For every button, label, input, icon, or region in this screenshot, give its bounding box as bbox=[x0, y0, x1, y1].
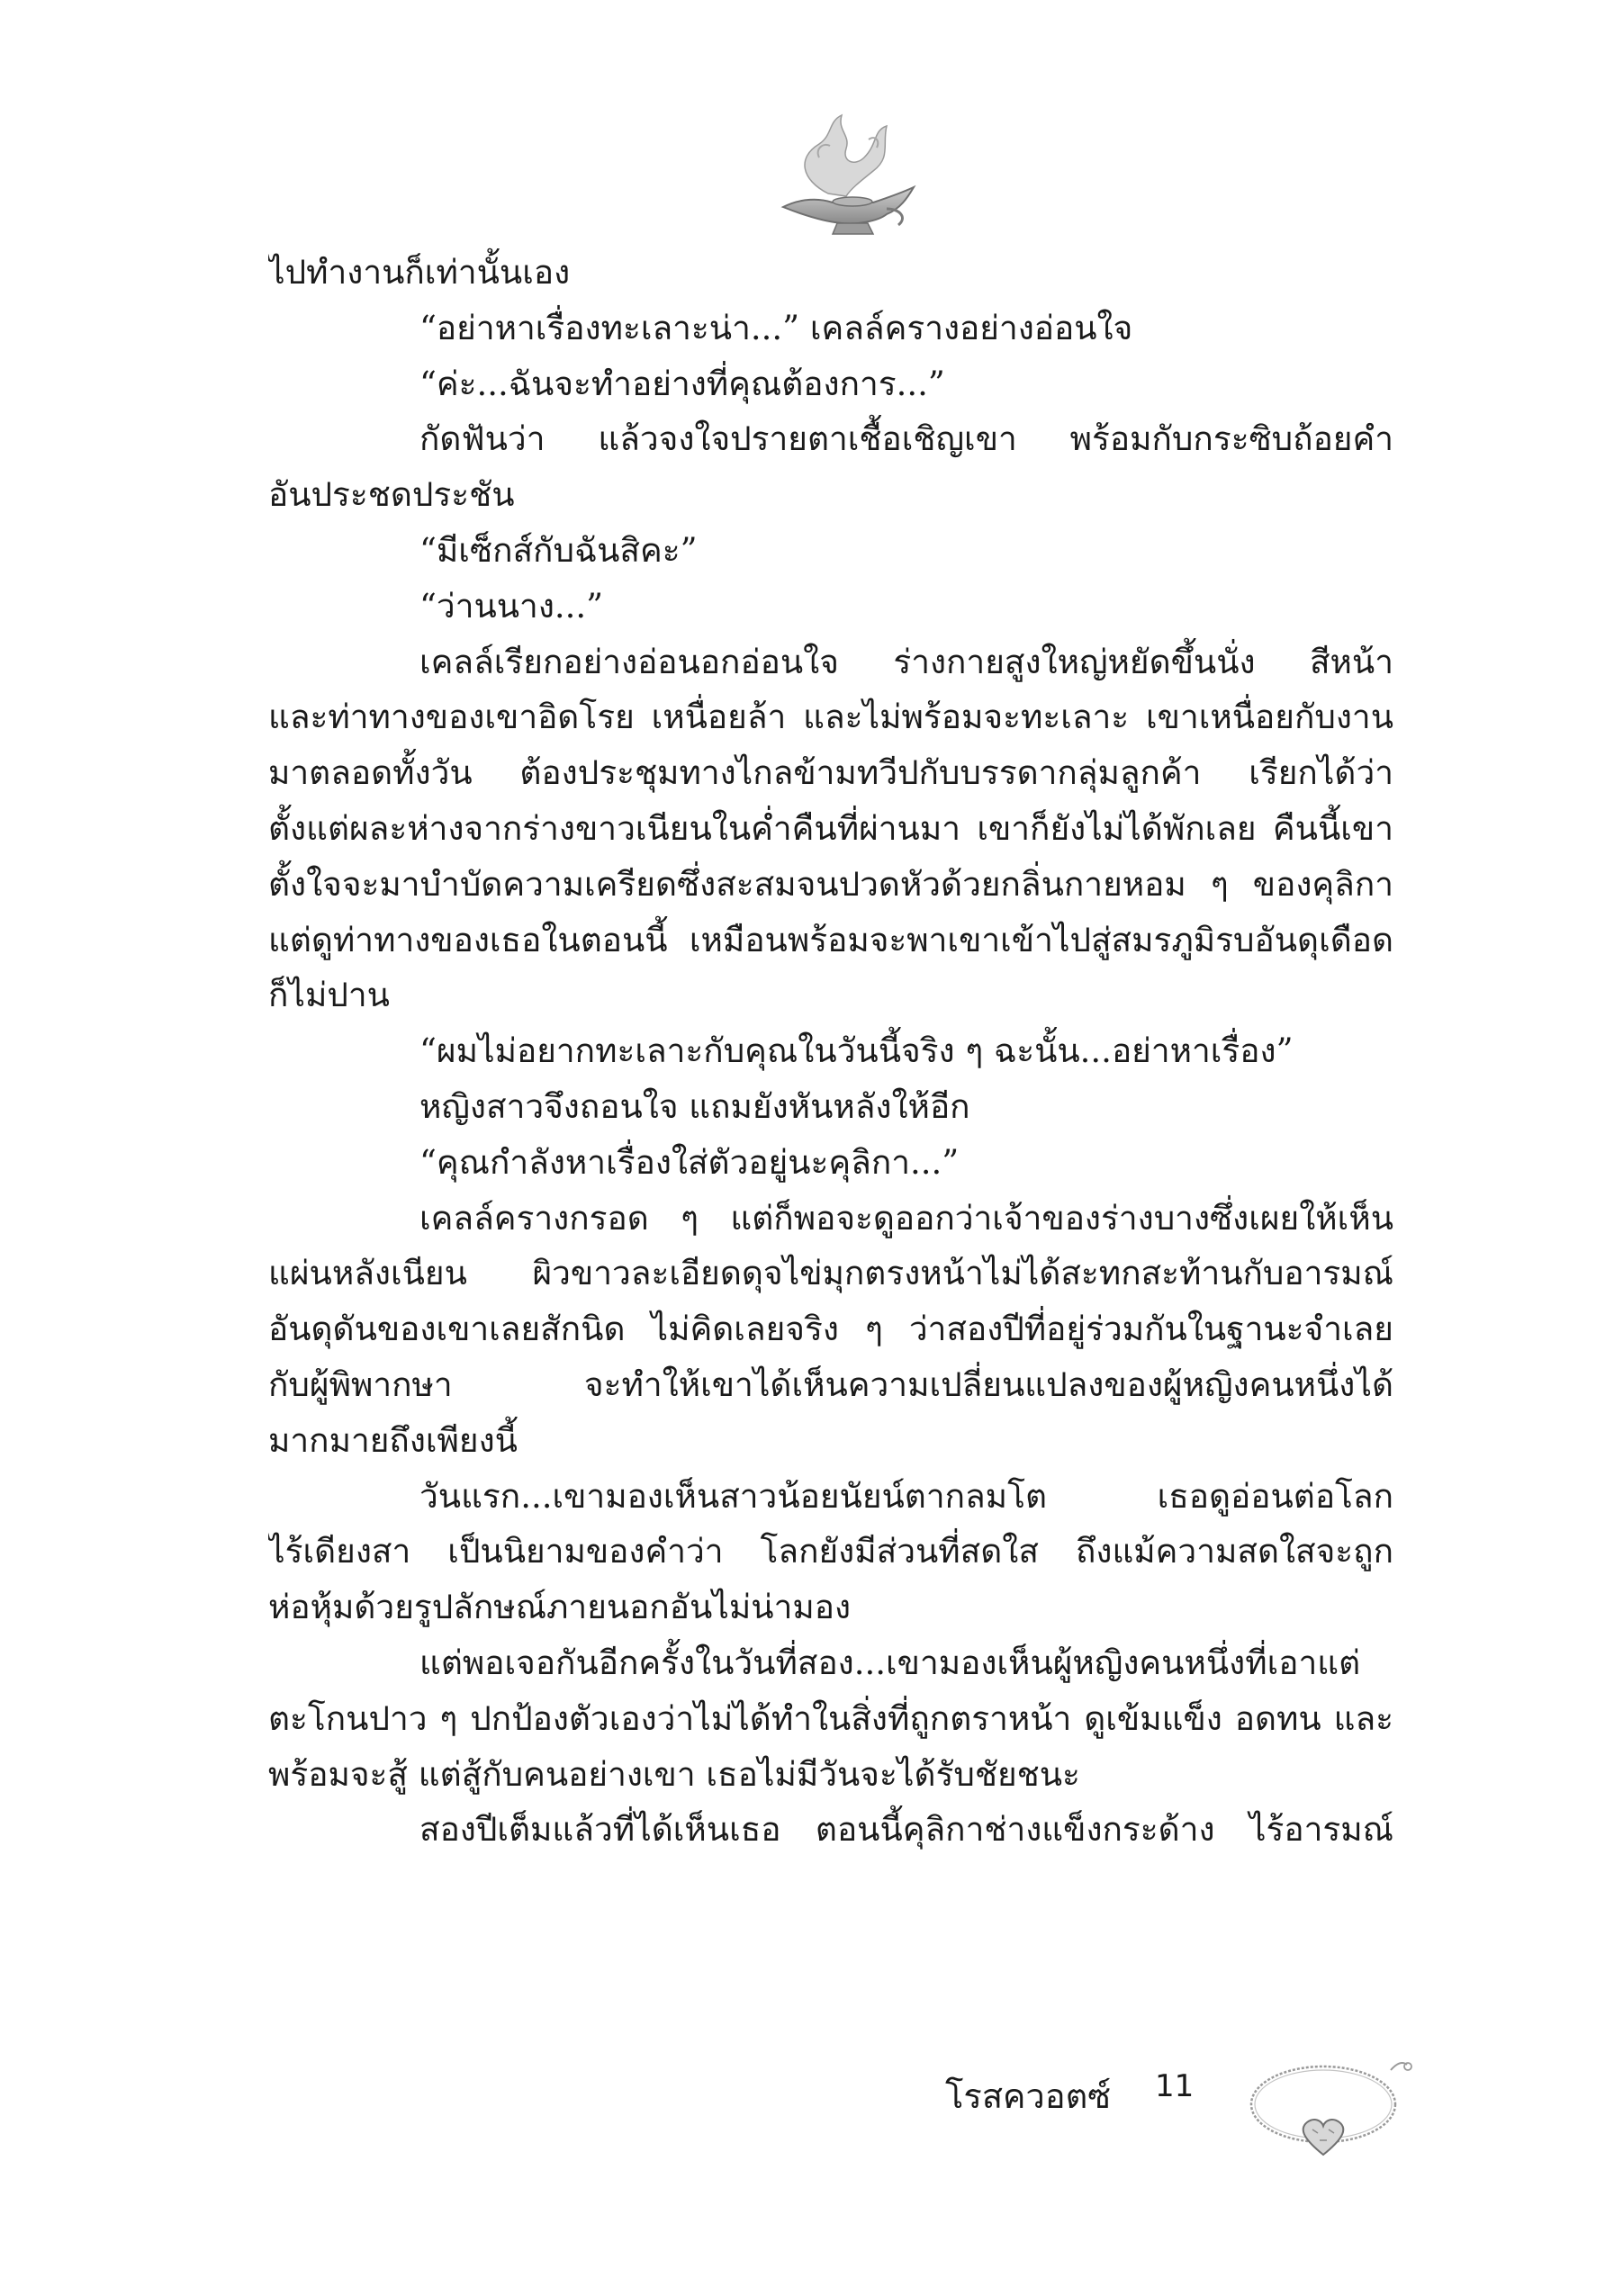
text-line: สองปีเต็มแล้วที่ได้เห็นเธอ ตอนนี้คุลิกาช่างแข็งกระด้าง ไร้อารมณ์ bbox=[419, 1810, 1393, 1850]
text-line: เคลล์ครางกรอด ๆ แต่ก็พอจะดูออกว่าเจ้าของร่างบางซึ่งเผยให้เห็น bbox=[419, 1198, 1393, 1238]
text-line: ตั้งแต่ผละห่างจากร่างขาวเนียนในค่ำคืนที่ผ่านมา เขาก็ยังไม่ได้พักเลย คืนนี้เขา bbox=[268, 808, 1393, 848]
text-line: และท่าทางของเขาอิดโรย เหนื่อยล้า และไม่พร้อมจะทะเลาะ เขาเหนื่อยกับงาน bbox=[268, 698, 1393, 737]
text-line: ก็ไม่ปาน bbox=[268, 976, 390, 1015]
page-footer bbox=[900, 2043, 1602, 2169]
story-text bbox=[268, 245, 1393, 1858]
text-line: “คุณกำลังหาเรื่องใส่ตัวอยู่นะคุลิกา...” bbox=[419, 1142, 960, 1182]
text-line: แต่พอเจอกันอีกครั้งในวันที่สอง...เขามองเห็นผู้หญิงคนหนึ่งที่เอาแต่ bbox=[419, 1643, 1361, 1682]
page-number: 11 bbox=[1155, 2068, 1195, 2104]
text-line: กัดฟันว่า แล้วจงใจปรายตาเชื้อเชิญเขา พร้อมกับกระซิบถ้อยคำ bbox=[419, 419, 1393, 459]
genie-lamp-icon bbox=[765, 108, 927, 243]
text-line: ไร้เดียงสา เป็นนิยามของคำว่า โลกยังมีส่วนที่สดใส ถึงแม้ความสดใสจะถูก bbox=[268, 1532, 1393, 1571]
text-line: หญิงสาวจึงถอนใจ แถมยังหันหลังให้อีก bbox=[419, 1086, 970, 1126]
text-line: แต่ดูท่าทางของเธอในตอนนี้ เหมือนพร้อมจะพาเขาเข้าไปสู่สมรภูมิรบอันดุเดือด bbox=[268, 920, 1393, 959]
text-line: กับผู้พิพากษา จะทำให้เขาได้เห็นความเปลี่ยนแปลงของผู้หญิงคนหนึ่งได้ bbox=[268, 1364, 1393, 1404]
text-line: “ผมไม่อยากทะเลาะกับคุณในวันนี้จริง ๆ ฉะนั้น...อย่าหาเรื่อง” bbox=[419, 1031, 1294, 1071]
text-line: ห่อหุ้มด้วยรูปลักษณ์ภายนอกอันไม่น่ามอง bbox=[268, 1588, 852, 1627]
book-title: โรสควอตซ์ bbox=[945, 2076, 1112, 2116]
text-line: “อย่าหาเรื่องทะเลาะน่า...” เคลล์ครางอย่างอ่อนใจ bbox=[419, 308, 1133, 347]
text-line: อันประชดประชัน bbox=[268, 475, 515, 515]
text-line: เคลล์เรียกอย่างอ่อนอกอ่อนใจ ร่างกายสูงใหญ่หยัดขึ้นนั่ง สีหน้า bbox=[419, 642, 1393, 681]
text-line: ตั้งใจจะมาบำบัดความเครียดซึ่งสะสมจนปวดหัวด้วยกลิ่นกายหอม ๆ ของคุลิกา bbox=[268, 864, 1393, 904]
text-line: “มีเซ็กส์กับฉันสิคะ” bbox=[419, 530, 698, 570]
text-line: พร้อมจะสู้ แต่สู้กับคนอย่างเขา เธอไม่มีวันจะได้รับชัยชนะ bbox=[268, 1754, 1080, 1794]
text-line: ตะโกนปาว ๆ ปกป้องตัวเองว่าไม่ได้ทำในสิ่งที่ถูกตราหน้า ดูเข้มแข็ง อดทน และ bbox=[268, 1698, 1393, 1738]
text-line: วันแรก...เขามองเห็นสาวน้อยนัยน์ตากลมโต เธอดูอ่อนต่อโลก bbox=[419, 1476, 1393, 1516]
text-line: แผ่นหลังเนียน ผิวขาวละเอียดดุจไข่มุกตรงหน้าไม่ได้สะทกสะท้านกับอารมณ์ bbox=[268, 1254, 1393, 1293]
text-line: มากมายถึงเพียงนี้ bbox=[268, 1420, 518, 1460]
text-line: ไปทำงานก็เท่านั้นเอง bbox=[268, 253, 571, 292]
text-line: “ค่ะ...ฉันจะทำอย่างที่คุณต้องการ...” bbox=[419, 364, 945, 403]
text-line: “ว่านนาง...” bbox=[419, 586, 604, 626]
text-line: มาตลอดทั้งวัน ต้องประชุมทางไกลข้ามทวีปกับบรรดากลุ่มลูกค้า เรียกได้ว่า bbox=[268, 753, 1393, 793]
text-line: อันดุดันของเขาเลยสักนิด ไม่คิดเลยจริง ๆ ว่าสองปีที่อยู่ร่วมกันในฐานะจำเลย bbox=[268, 1310, 1393, 1349]
heart-bracelet-icon bbox=[1242, 2043, 1413, 2169]
